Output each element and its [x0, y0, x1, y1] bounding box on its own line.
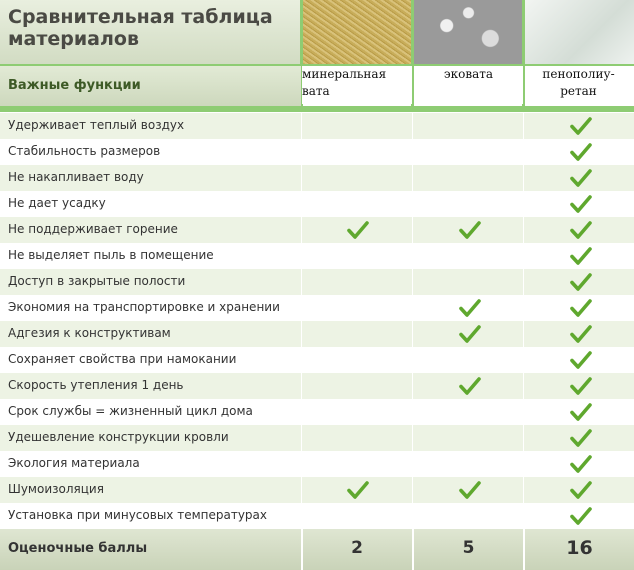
- column-divider: [523, 295, 524, 321]
- column-divider: [523, 139, 524, 165]
- column-divider: [523, 399, 524, 425]
- column-divider: [523, 165, 524, 191]
- mineral-wool-image: [302, 0, 412, 64]
- score-row: [0, 529, 634, 570]
- row-label: Доступ в закрытые полости: [8, 274, 186, 288]
- check-icon: [569, 348, 593, 372]
- column-header-mineral-line-2: вата: [302, 84, 330, 98]
- column-divider: [412, 269, 413, 295]
- row-label: Стабильность размеров: [8, 144, 161, 158]
- ecowool-image: [414, 0, 523, 64]
- column-divider: [412, 451, 413, 477]
- check-icon: [569, 166, 593, 190]
- check-icon: [458, 478, 482, 502]
- column-divider: [523, 477, 524, 503]
- check-icon: [569, 322, 593, 346]
- table-row: [0, 425, 634, 451]
- column-divider: [301, 165, 302, 191]
- check-icon: [458, 322, 482, 346]
- check-icon: [458, 218, 482, 242]
- column-divider: [301, 347, 302, 373]
- row-label: Удешевление конструкции кровли: [8, 430, 229, 444]
- score-mineral: 2: [351, 538, 363, 558]
- column-divider: [301, 321, 302, 347]
- column-divider: [301, 503, 302, 529]
- row-label: Не поддерживает горение: [8, 222, 178, 236]
- column-header-foam-line-2: ретан: [560, 84, 597, 98]
- check-icon: [569, 504, 593, 528]
- score-foam: 16: [566, 537, 593, 559]
- row-label: Адгезия к конструктивам: [8, 326, 171, 340]
- row-label: Скорость утепления 1 день: [8, 378, 184, 392]
- check-icon: [569, 296, 593, 320]
- row-label: Экология материала: [8, 456, 140, 470]
- row-label: Шумоизоляция: [8, 482, 104, 496]
- column-header-eco-line-1: эковата: [443, 67, 494, 81]
- polyurethane-foam-image: [525, 0, 634, 64]
- check-icon: [346, 218, 370, 242]
- column-header-foam: [525, 66, 632, 104]
- functions-header-cell: [0, 66, 301, 106]
- check-icon: [569, 400, 593, 424]
- column-divider: [412, 165, 413, 191]
- table-title-cell: [0, 0, 301, 64]
- column-divider: [412, 113, 413, 139]
- column-divider: [523, 451, 524, 477]
- column-header-mineral-line-1: минеральная: [302, 67, 387, 81]
- column-divider: [301, 113, 302, 139]
- column-divider: [412, 373, 413, 399]
- table-row: [0, 217, 634, 243]
- check-icon: [346, 478, 370, 502]
- column-header-mineral: [302, 66, 412, 104]
- table-row: [0, 139, 634, 165]
- column-divider: [301, 477, 302, 503]
- row-label: Экономия на транспортировке и хранении: [8, 300, 280, 314]
- column-divider: [523, 347, 524, 373]
- column-divider: [523, 243, 524, 269]
- check-icon: [569, 140, 593, 164]
- column-divider: [523, 425, 524, 451]
- check-icon: [569, 452, 593, 476]
- column-divider: [301, 243, 302, 269]
- column-divider: [412, 477, 413, 503]
- check-icon: [569, 426, 593, 450]
- column-header-foam-line-1: пенополиу-: [542, 67, 615, 81]
- row-label: Не дает усадку: [8, 196, 106, 210]
- row-label: Не выделяет пыль в помещение: [8, 248, 214, 262]
- table-row: [0, 113, 634, 139]
- column-divider: [412, 139, 413, 165]
- column-divider: [412, 399, 413, 425]
- row-label: Не накапливает воду: [8, 170, 144, 184]
- table-title-line-2: материалов: [8, 28, 139, 50]
- check-icon: [569, 218, 593, 242]
- comparison-rows: [0, 113, 634, 529]
- column-divider: [523, 373, 524, 399]
- table-row: [0, 477, 634, 503]
- row-label: Сохраняет свойства при намокании: [8, 352, 237, 366]
- column-divider: [523, 503, 524, 529]
- table-row: [0, 295, 634, 321]
- column-divider: [412, 191, 413, 217]
- check-icon: [569, 114, 593, 138]
- column-divider: [523, 217, 524, 243]
- check-icon: [458, 374, 482, 398]
- check-icon: [569, 478, 593, 502]
- table-title-line-1: Сравнительная таблица: [8, 6, 273, 28]
- column-divider: [301, 373, 302, 399]
- table-row: [0, 373, 634, 399]
- header-bottom-line: [0, 106, 634, 112]
- score-label: Оценочные баллы: [8, 541, 148, 556]
- column-divider: [412, 243, 413, 269]
- column-divider: [301, 451, 302, 477]
- column-divider: [301, 295, 302, 321]
- row-label: Срок службы = жизненный цикл дома: [8, 404, 253, 418]
- column-divider: [412, 321, 413, 347]
- column-divider: [412, 217, 413, 243]
- column-divider: [523, 113, 524, 139]
- column-divider: [301, 269, 302, 295]
- table-row: [0, 321, 634, 347]
- column-divider: [523, 191, 524, 217]
- table-row: [0, 243, 634, 269]
- column-divider: [412, 425, 413, 451]
- table-row: [0, 399, 634, 425]
- check-icon: [569, 374, 593, 398]
- column-divider: [523, 321, 524, 347]
- table-row: [0, 269, 634, 295]
- check-icon: [458, 296, 482, 320]
- table-row: [0, 503, 634, 529]
- column-divider: [412, 503, 413, 529]
- table-row: [0, 347, 634, 373]
- column-divider: [301, 399, 302, 425]
- column-header-eco: [414, 66, 523, 104]
- column-divider: [523, 269, 524, 295]
- check-icon: [569, 192, 593, 216]
- column-divider: [412, 295, 413, 321]
- column-divider: [301, 139, 302, 165]
- check-icon: [569, 270, 593, 294]
- table-row: [0, 165, 634, 191]
- functions-header: Важные функции: [8, 78, 141, 93]
- row-label: Удерживает теплый воздух: [8, 118, 185, 132]
- column-divider: [301, 217, 302, 243]
- row-label: Установка при минусовых температурах: [8, 508, 267, 522]
- column-divider: [412, 347, 413, 373]
- table-row: [0, 191, 634, 217]
- column-divider: [301, 425, 302, 451]
- column-divider: [301, 191, 302, 217]
- score-eco: 5: [462, 538, 475, 558]
- table-row: [0, 451, 634, 477]
- check-icon: [569, 244, 593, 268]
- table-title: [8, 6, 273, 50]
